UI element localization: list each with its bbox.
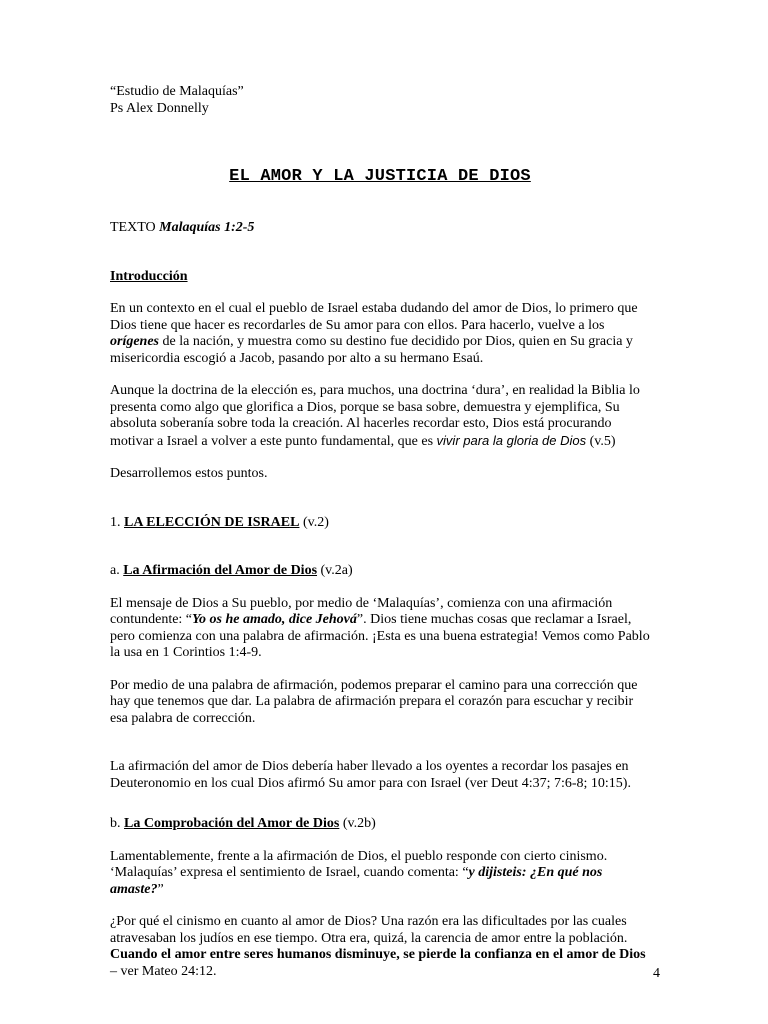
intro-paragraph-2: Aunque la doctrina de la elección es, para muchos, una doctrina ‘dura’, en realidad la Biblia lo presenta como algo que glorifica a Dios, porque se basa sobre, demuestra y ejemplifica, Su absoluta soberanía sobre toda la creación. Al hacerles recordar esto, Dios está procurando motivar a Israel a volver a este punto fundamental, que es vivir para la gloria de Dios (v.5) xyxy=(110,383,640,449)
page-number: 4 xyxy=(653,966,660,981)
emphasis-glory: vivir para la gloria de Dios xyxy=(436,432,587,448)
subsection-b-paragraph-1: Lamentablemente, frente a la afirmación de Dios, el pueblo responde con cierto cinismo. ‘Malaquías’ expresa el sentimiento de Israel, cuando comenta: “y dijisteis: ¿En qué nos amaste?” xyxy=(110,848,608,897)
quote-loved: Yo os he amado, dice Jehová xyxy=(192,612,357,627)
intro-paragraph-3: Desarrollemos estos puntos. xyxy=(110,466,268,481)
subsection-a-paragraph-2: Por medio de una palabra de afirmación, podemos preparar el camino para una corrección que hay que tenemos que dar. La palabra de afirmación prepara el corazón para escuchar y recibir esa palabra de corrección. xyxy=(110,677,638,726)
author-line: Ps Alex Donnelly xyxy=(110,100,209,116)
quote-how-loved: y dijisteis: ¿En qué nos amaste? xyxy=(110,865,603,897)
scripture-reference: Malaquías 1:2-5 xyxy=(159,220,255,235)
emphasis-trust: Cuando el amor entre seres humanos disminuye, se pierde la confianza en el amor de Dios xyxy=(110,947,646,962)
subsection-a-paragraph-1: El mensaje de Dios a Su pueblo, por medio de ‘Malaquías’, comienza con una afirmación contundente: “Yo os he amado, dice Jehová”. Dios tiene muchas cosas que reclamar a Israel, pero comienza con una palabra de afirmación. ¡Esta es una buena estrategia! Vemos como Pablo la usa en 1 Corintios 1:4-9. xyxy=(110,595,650,660)
page-title: EL AMOR Y LA JUSTICIA DE DIOS xyxy=(229,167,531,186)
text-reference xyxy=(110,220,650,237)
introduction-heading: Introducción xyxy=(110,268,188,284)
intro-paragraph-1: En un contexto en el cual el pueblo de Israel estaba dudando del amor de Dios, lo primero que Dios tiene que hacer es recordarles de Su amor para con ellos. Para hacerlo, vuelve a los orígenes de la nación, y muestra como su destino fue decidido por Dios, quien en Su gracia y misericordia escogió a Jacob, pasando por alto a su hermano Esaú. xyxy=(110,301,638,366)
subsection-a-heading: a. La Afirmación del Amor de Dios (v.2a) xyxy=(110,563,353,578)
text-label: TEXTO xyxy=(110,220,160,235)
study-title-line: “Estudio de Malaquías” xyxy=(110,84,244,99)
emphasis-origins: orígenes xyxy=(110,334,159,349)
page-content xyxy=(110,84,650,980)
subsection-a-paragraph-3: La afirmación del amor de Dios debería haber llevado a los oyentes a recordar los pasajes en Deuteronomio en los cual Dios afirmó Su amor para con Israel (ver Deut 4:37; 7:6-8; 10:15). xyxy=(110,759,631,791)
section-1-heading: 1. LA ELECCIÓN DE ISRAEL (v.2) xyxy=(110,514,329,530)
subsection-b-paragraph-2: ¿Por qué el cinismo en cuanto al amor de Dios? Una razón era las dificultades por las cuales atravesaban los judíos en ese tiempo. Otra era, quizá, la carencia de amor entre la población. Cuando el amor entre seres humanos disminuye, se pierde la confianza en el amor de Dios – ver Mateo 24:12. xyxy=(110,914,646,979)
subsection-b-heading: b. La Comprobación del Amor de Dios (v.2b) xyxy=(110,816,376,831)
